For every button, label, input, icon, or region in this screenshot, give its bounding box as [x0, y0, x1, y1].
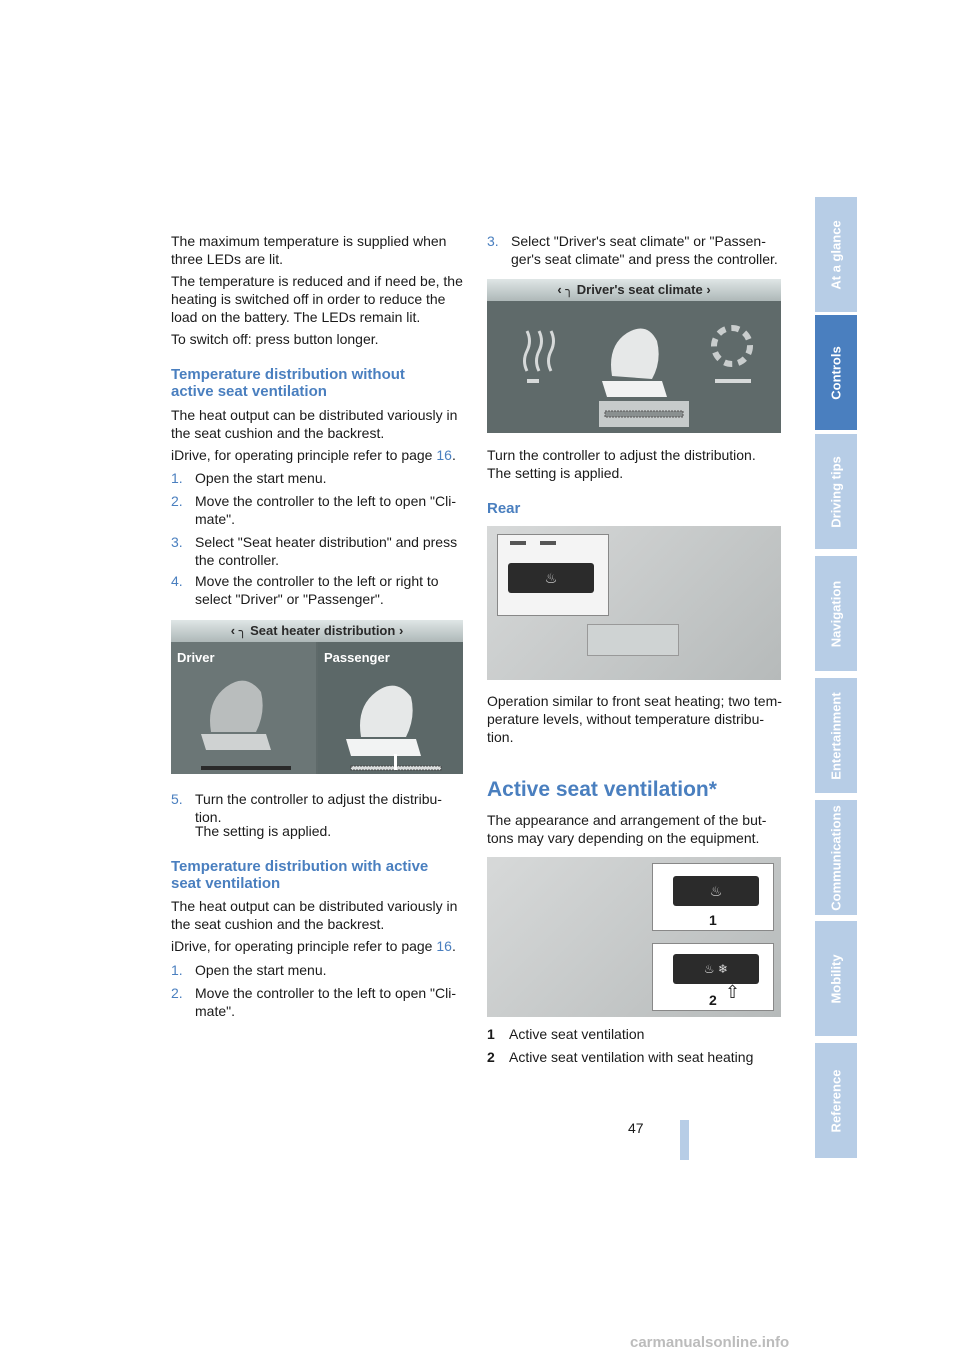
tab-controls[interactable]: Controls — [815, 315, 857, 432]
seat-ventilation-button-icon: ♨ — [673, 876, 759, 906]
tab-driving-tips[interactable]: Driving tips — [815, 434, 857, 551]
rear-heading: Rear — [487, 500, 521, 517]
intro-paragraph-1: The maximum temperature is supplied when three LEDs are lit. — [171, 233, 447, 267]
callout-box-2 — [652, 943, 774, 1011]
watermark: carmanualsonline.info — [630, 1334, 790, 1351]
drivers-seat-climate-screen — [487, 279, 781, 433]
ventilation-heating-button-icon: ♨ ❄ — [673, 954, 759, 984]
callout-number-1: 1 — [709, 912, 717, 928]
section1-step-5: 5. Turn the controller to adjust the distribu-tion. — [171, 791, 442, 825]
section2-text: The heat output can be distributed variously in the seat cushion and the backrest. — [171, 898, 458, 932]
arrow-up-icon: ⇧ — [725, 982, 741, 1002]
section2-step-2: 2. Move the controller to the left to open "Cli-mate". — [171, 985, 456, 1019]
rear-text: Operation similar to front seat heating; two tem-perature levels, without temperature distribu-tion. — [487, 693, 782, 745]
section-heading-with-ventilation: Temperature distribution with active seat ventilation — [171, 858, 429, 892]
section-heading-without-ventilation: Temperature distribution without active seat ventilation — [171, 366, 405, 400]
section1-step-5-result: The setting is applied. — [195, 823, 332, 839]
right-step-3: 3. Select "Driver's seat climate" or "Passen-ger's seat climate" and press the controller. — [487, 233, 778, 267]
legend-item-1: 1 Active seat ventilation — [487, 1026, 645, 1042]
section2-step-1: 1. Open the start menu. — [171, 962, 327, 978]
screen-title-bar: ‹ ╮ Driver's seat climate › — [487, 279, 781, 301]
section1-text: The heat output can be distributed variously in the seat cushion and the backrest. — [171, 407, 458, 441]
section1-step-1: 1. Open the start menu. — [171, 470, 327, 486]
section2-idrive-ref: iDrive, for operating principle refer to page 16. — [171, 938, 456, 954]
chevron-right-icon: › — [398, 623, 404, 638]
chevron-left-icon: ‹ — [557, 282, 562, 297]
page-link-16-second[interactable]: 16 — [436, 938, 452, 954]
seat-heating-button-icon: ♨ — [508, 563, 594, 593]
callout-box-1 — [652, 863, 774, 931]
seat-icon: ╮ — [238, 623, 247, 638]
tab-entertainment[interactable]: Entertainment — [815, 678, 857, 795]
intro-paragraph-2: The temperature is reduced and if need be, the heating is switched off in order to reduce the load on the battery. The LEDs remain lit. — [171, 273, 463, 325]
section1-idrive-ref: iDrive, for operating principle refer to page 16. — [171, 447, 456, 463]
section1-step-3: 3. Select "Seat heater distribution" and press the controller. — [171, 534, 458, 568]
driver-label: Driver — [177, 650, 215, 665]
ventilation-buttons-photo — [487, 857, 781, 1017]
page-link-16[interactable]: 16 — [436, 447, 452, 463]
tab-at-a-glance[interactable]: At a glance — [815, 197, 857, 314]
seat-climate-illustration-icon — [487, 301, 781, 433]
tab-mobility[interactable]: Mobility — [815, 921, 857, 1038]
section1-step-4: 4. Move the controller to the left or right to select "Driver" or "Passenger". — [171, 573, 439, 607]
seat-icon: ╮ — [565, 282, 574, 297]
active-seat-ventilation-heading: Active seat ventilation* — [487, 778, 717, 801]
turn-controller-text: Turn the controller to adjust the distribution. The setting is applied. — [487, 447, 756, 481]
screen-title-bar: ‹ ╮ Seat heater distribution › — [171, 620, 463, 642]
chevron-right-icon: › — [706, 282, 711, 297]
rear-button-callout — [497, 534, 609, 616]
page-marker-bar — [680, 1120, 689, 1160]
rear-console — [587, 624, 679, 656]
section1-step-2: 2. Move the controller to the left to open "Cli-mate". — [171, 493, 456, 527]
passenger-label: Passenger — [324, 650, 390, 665]
rear-seat-heating-photo — [487, 526, 781, 680]
tab-reference[interactable]: Reference — [815, 1043, 857, 1160]
intro-paragraph-3: To switch off: press button longer. — [171, 331, 379, 347]
seat-illustration-icon — [171, 642, 463, 774]
legend-item-2: 2 Active seat ventilation with seat heating — [487, 1049, 754, 1065]
chevron-left-icon: ‹ — [230, 623, 236, 638]
tab-communications[interactable]: Communications — [815, 800, 857, 917]
page-number: 47 — [628, 1120, 644, 1136]
tab-navigation[interactable]: Navigation — [815, 556, 857, 673]
seat-heater-distribution-screen — [171, 620, 463, 774]
callout-number-2: 2 — [709, 992, 717, 1008]
asv-text: The appearance and arrangement of the but-tons may vary depending on the equipment. — [487, 812, 767, 846]
